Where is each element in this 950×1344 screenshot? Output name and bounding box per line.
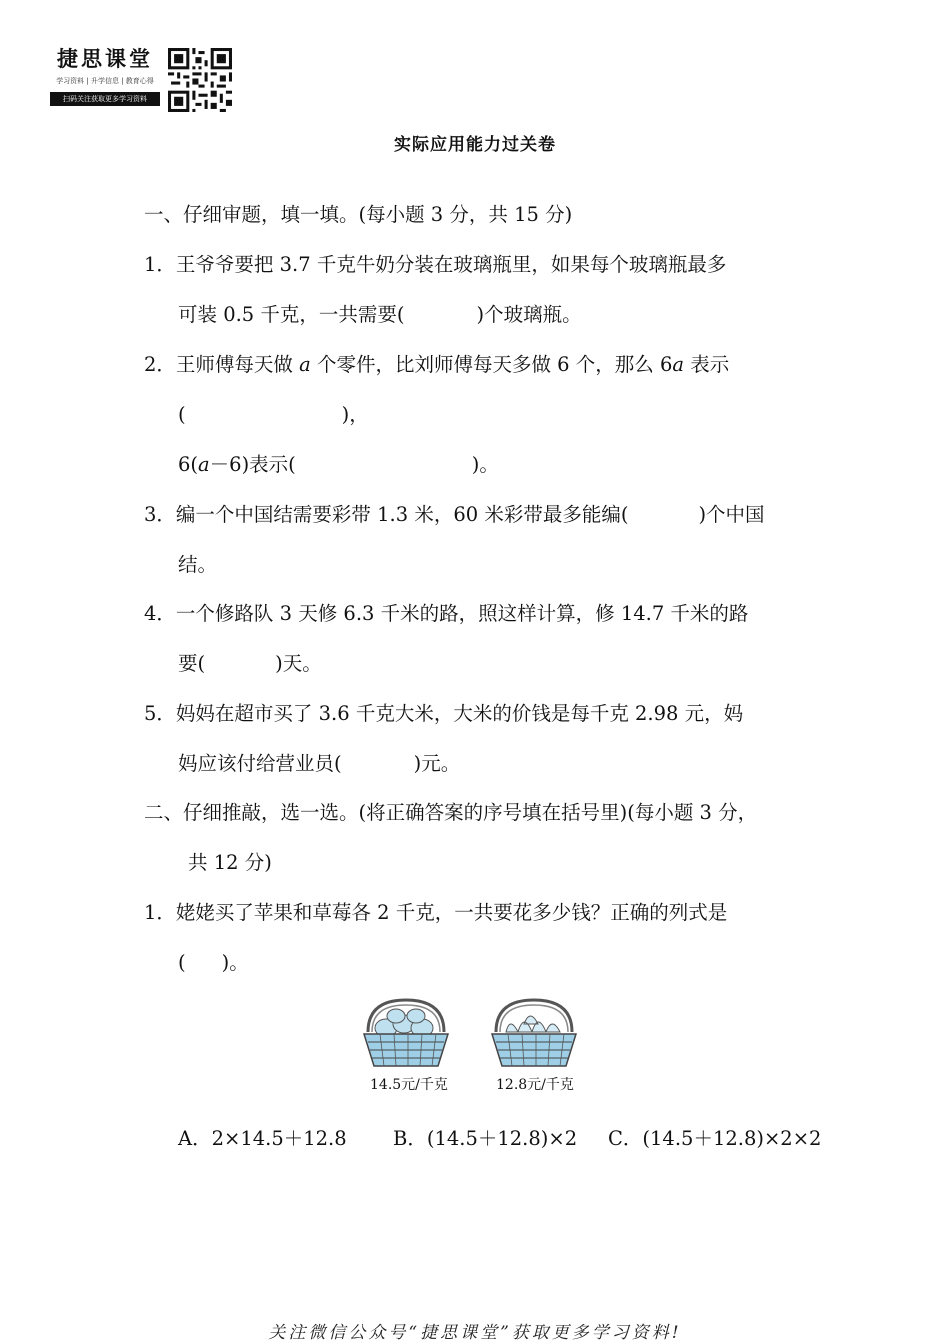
option-b[interactable]: B．(14.5＋12.8)×2 (393, 1127, 578, 1150)
q2-line2: ( )， (178, 403, 369, 426)
q5-line2: 妈应该付给营业员( )元。 (178, 752, 461, 775)
section2-heading-line2: 共 12 分) (188, 851, 272, 874)
page-title: 实际应用能力过关卷 (394, 135, 556, 155)
strawberry-basket-icon (488, 996, 580, 1070)
section1-heading: 一、仔细审题，填一填。(每小题 3 分，共 15 分) (144, 203, 573, 226)
brand-tags: 学习资料 | 升学信息 | 教育心得 (56, 77, 154, 85)
option-a[interactable]: A．2×14.5＋12.8 (178, 1127, 347, 1150)
q2-line3: 6(a－6)表示( )。 (178, 453, 499, 476)
q4-line1: 4．一个修路队 3 天修 6.3 千米的路，照这样计算，修 14.7 千米的路 (144, 602, 749, 625)
q3-line1: 3．编一个中国结需要彩带 1.3 米，60 米彩带最多能编( )个中国 (144, 503, 765, 526)
q5-line1: 5．妈妈在超市买了 3.6 千克大米，大米的价钱是每千克 2.98 元，妈 (144, 702, 744, 725)
scan-caption: 扫码关注获取更多学习资料 (50, 92, 160, 106)
s2-q1-line2: ( )。 (178, 951, 249, 974)
qr-code-icon (168, 48, 232, 112)
q1-line1: 1．王爷爷要把 3.7 千克牛奶分装在玻璃瓶里，如果每个玻璃瓶最多 (144, 253, 727, 276)
footer-note: 关注微信公众号“捷思课堂”获取更多学习资料! (268, 1323, 682, 1343)
q2-line1: 2．王师傅每天做 a 个零件，比刘师傅每天多做 6 个，那么 6a 表示 (144, 353, 730, 376)
strawberry-price: 12.8元/千克 (496, 1077, 574, 1093)
q4-line2: 要( )天。 (178, 652, 322, 675)
apple-price: 14.5元/千克 (370, 1077, 448, 1093)
option-c[interactable]: C．(14.5＋12.8)×2×2 (608, 1127, 822, 1150)
apple-basket-icon (360, 996, 452, 1070)
s2-q1-line1: 1．姥姥买了苹果和草莓各 2 千克，一共要花多少钱？正确的列式是 (144, 901, 728, 924)
q3-line2: 结。 (178, 553, 218, 576)
q1-line2: 可装 0.5 千克，一共需要( )个玻璃瓶。 (178, 303, 582, 326)
brand-name: 捷思课堂 (57, 46, 153, 71)
section2-heading-line1: 二、仔细推敲，选一选。(将正确答案的序号填在括号里)(每小题 3 分， (144, 801, 758, 824)
brand-logo (50, 46, 160, 106)
